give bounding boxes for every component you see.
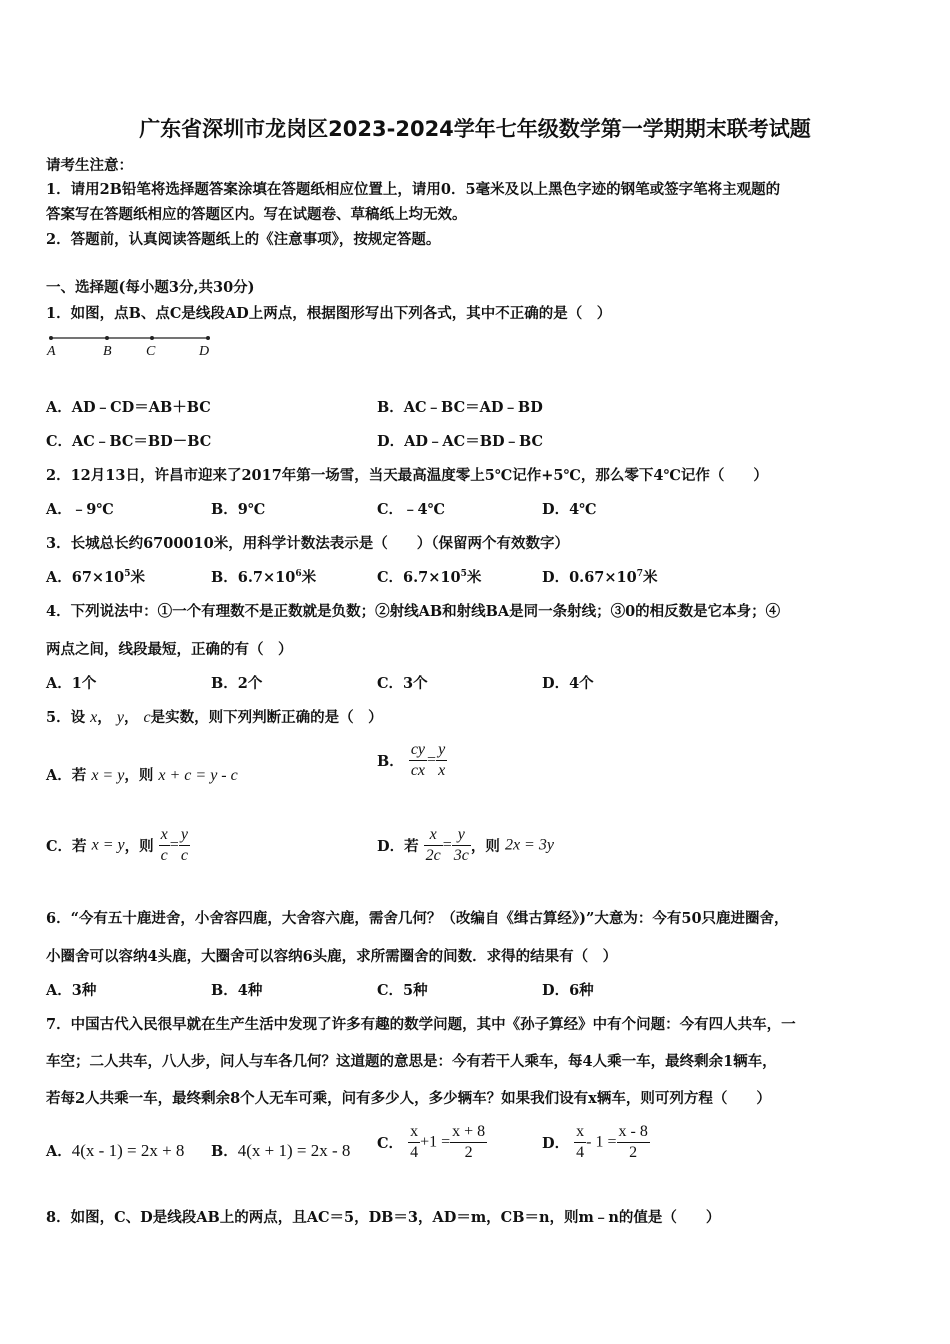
q6-option-a: A．3种 (46, 982, 97, 999)
label-a: A (47, 344, 56, 359)
q4-option-b: B．2个 (211, 675, 263, 692)
q5-d-label: D．若 (377, 838, 419, 855)
q5-stem: 5．设 x， y， c是实数，则下列判断正确的是（ ） (46, 709, 383, 726)
q5-d-eq: = (442, 836, 452, 854)
q2-option-c: C．﹣4℃ (377, 501, 446, 518)
q5-var-c: c (143, 709, 151, 726)
q6-stem-1: 6．“今有五十鹿进舍，小舍容四鹿，大舍容六鹿，需舍几何？（改编自《缉古算经》)”大意为：今有50只鹿进圈舍， (46, 910, 789, 927)
page-title: 广东省深圳市龙岗区2023-2024学年七年级数学第一学期期末联考试题 (139, 117, 811, 141)
q7-c-den-1: 4 (410, 1144, 419, 1161)
q5-d-num-1: x (424, 825, 443, 846)
q5-a-result: x + c = y - c (158, 767, 238, 784)
label-d: D (199, 344, 210, 359)
q5-option-b (377, 740, 447, 781)
q5-b-frac-1 (409, 740, 427, 781)
notice-line-2: 2．答题前，认真阅读答题纸上的《注意事项》，按规定答题。 (46, 231, 441, 248)
q7-d-label: D． (542, 1135, 570, 1152)
q1-option-c: C．AC﹣BC＝BD－BC (46, 433, 212, 450)
q7-d-num-1: x (574, 1122, 586, 1143)
q5-c-num-1: x (159, 825, 170, 846)
q7-c-mid: +1 = (420, 1133, 451, 1151)
q3-b-base: B．6.7×10 (211, 569, 296, 586)
q5-c-condition: x = y (91, 836, 125, 854)
q5-option-d (377, 825, 554, 866)
q5-a-condition: x = y (91, 767, 125, 784)
q5-stem-post: 是实数，则下列判断正确的是（ ） (150, 709, 383, 726)
q3-option-d (542, 566, 657, 587)
q5-d-den-2: 3c (453, 847, 469, 864)
q7-option-a (46, 1140, 184, 1161)
q7-a-label: A． (46, 1143, 72, 1160)
q6-stem-2: 小圈舍可以容纳4头鹿，大圈舍可以容纳6头鹿，求所需圈舍的间数．求得的结果有（ ） (46, 948, 618, 965)
q4-option-a: A．1个 (46, 675, 97, 692)
q4-option-c: C．3个 (377, 675, 428, 692)
q5-d-num-2: y (452, 825, 471, 846)
q7-stem-1: 7．中国古代入民很早就在生产生活中发现了许多有趣的数学问题，其中《孙子算经》中有个问题：今有四人共车，一 (46, 1016, 796, 1033)
q3-c-base: C．6.7×10 (377, 569, 461, 586)
q7-option-c (377, 1122, 487, 1163)
q3-a-unit: 米 (130, 569, 146, 586)
q3-b-unit: 米 (301, 569, 317, 586)
q7-b-label: B． (211, 1143, 238, 1160)
q3-a-base: A．67×10 (46, 569, 125, 586)
q5-c-frac-1 (159, 825, 170, 866)
point-a (49, 336, 53, 340)
q5-stem-pre: 5．设 (46, 709, 86, 726)
q7-option-d (542, 1122, 650, 1163)
q3-a-exp: 5 (124, 569, 131, 580)
q7-stem-3: 若每2人共乘一车，最终剩余8个人无车可乘，问有多少人，多少辆车？如果我们设有x辆车，则可列方程（ ） (46, 1090, 771, 1107)
q4-stem-2: 两点之间，线段最短，正确的有（ ） (46, 641, 293, 658)
q5-a-label: A．若 (46, 767, 87, 784)
q7-d-den-2: 2 (629, 1144, 638, 1161)
notice-heading: 请考生注意： (46, 157, 133, 174)
q5-var-y: y (116, 709, 124, 726)
q5-b-eq: = (427, 751, 437, 769)
point-d (206, 336, 210, 340)
q5-var-x: x (90, 709, 98, 726)
q5-b-frac-2 (436, 740, 447, 781)
q3-d-base: D．0.67×10 (542, 569, 637, 586)
q2-option-a: A．﹣9℃ (46, 501, 114, 518)
q5-d-then: ，则 (470, 838, 500, 855)
q2-option-b: B．9℃ (211, 501, 266, 518)
q7-b-equation: 4(x + 1) = 2x - 8 (237, 1141, 351, 1160)
q3-c-unit: 米 (466, 569, 482, 586)
q5-c-den-2: c (180, 847, 188, 864)
q7-d-mid: - 1 = (586, 1133, 617, 1151)
q1-option-b: B．AC﹣BC＝AD﹣BD (377, 399, 543, 416)
point-c (150, 336, 154, 340)
q7-c-label: C． (377, 1135, 404, 1152)
q1-option-d: D．AD﹣AC＝BD﹣BC (377, 433, 544, 450)
q3-d-unit: 米 (642, 569, 658, 586)
q7-d-num-2: x - 8 (617, 1122, 650, 1143)
q8-stem: 8．如图，C、D是线段AB上的两点，且AC＝5，DB＝3，AD＝m，CB＝n，则m﹣n的值是（ ） (46, 1209, 721, 1226)
notice-line-1b: 答案写在答题纸相应的答题区内。写在试题卷、草稿纸上均无效。 (46, 206, 467, 223)
q5-c-frac-2 (179, 825, 190, 866)
q5-d-den-1: 2c (425, 847, 441, 864)
q3-option-c (377, 566, 481, 587)
q5-option-c (46, 825, 190, 866)
q7-stem-2: 车空；二人共车，八人步，问人与车各几何？这道题的意思是：今有若干人乘车，每4人乘一车，最终剩余1辆车， (46, 1053, 777, 1070)
q5-d-frac-1 (424, 825, 443, 866)
q3-option-a (46, 566, 145, 587)
q3-option-b (211, 566, 316, 587)
q5-b-num-1: cy (409, 740, 427, 761)
q5-option-a (46, 764, 238, 785)
q3-stem: 3．长城总长约6700010米，用科学计数法表示是（ ）（保留两个有效数字） (46, 535, 569, 552)
q6-option-b: B．4种 (211, 982, 263, 999)
q7-d-frac-1 (574, 1122, 586, 1163)
q5-c-then: ，则 (124, 838, 154, 855)
label-b: B (103, 344, 112, 359)
q5-c-num-2: y (179, 825, 190, 846)
q7-c-frac-1 (408, 1122, 420, 1163)
q3-d-exp: 7 (636, 569, 643, 580)
point-b (105, 336, 109, 340)
q7-a-equation: 4(x - 1) = 2x + 8 (71, 1141, 185, 1160)
label-c: C (146, 344, 156, 359)
q3-c-exp: 5 (460, 569, 467, 580)
q6-option-d: D．6种 (542, 982, 594, 999)
notice-line-1: 1．请用2B铅笔将选择题答案涂填在答题纸相应位置上，请用0．5毫米及以上黑色字迹的钢笔或签字笔将主观题的 (46, 181, 781, 198)
q1-stem: 1．如图，点B、点C是线段AD上两点，根据图形写出下列各式，其中不正确的是（ ） (46, 305, 612, 322)
q3-b-exp: 6 (295, 569, 302, 580)
q5-b-num-2: y (436, 740, 447, 761)
q7-option-b (211, 1140, 350, 1161)
q2-stem: 2．12月13日，许昌市迎来了2017年第一场雪，当天最高温度零上5℃记作+5℃，那么零下4℃记作（ ） (46, 467, 768, 484)
q7-d-frac-2 (617, 1122, 650, 1163)
q6-option-c: C．5种 (377, 982, 428, 999)
q5-b-den-1: cx (410, 762, 426, 779)
q7-c-den-2: 2 (464, 1144, 473, 1161)
q5-d-result: 2x = 3y (504, 836, 554, 854)
q7-c-num-2: x + 8 (450, 1122, 487, 1143)
q2-option-d: D．4℃ (542, 501, 597, 518)
q4-stem-1: 4．下列说法中：①一个有理数不是正数就是负数；②射线AB和射线BA是同一条射线；③0的相反数是它本身；④ (46, 603, 781, 620)
q5-b-label: B． (377, 753, 404, 770)
q5-c-eq: = (169, 836, 179, 854)
q7-c-frac-2 (450, 1122, 487, 1163)
q5-c-label: C．若 (46, 838, 87, 855)
q7-d-den-1: 4 (576, 1144, 585, 1161)
q1-option-a: A．AD﹣CD＝AB＋BC (46, 399, 211, 416)
q7-c-num-1: x (408, 1122, 420, 1143)
q5-d-frac-2 (452, 825, 471, 866)
q5-a-then: ，则 (124, 767, 154, 784)
section-heading: 一、选择题(每小题3分,共30分) (46, 279, 255, 296)
q5-c-den-1: c (160, 847, 168, 864)
q5-b-den-2: x (438, 762, 446, 779)
q4-option-d: D．4个 (542, 675, 594, 692)
